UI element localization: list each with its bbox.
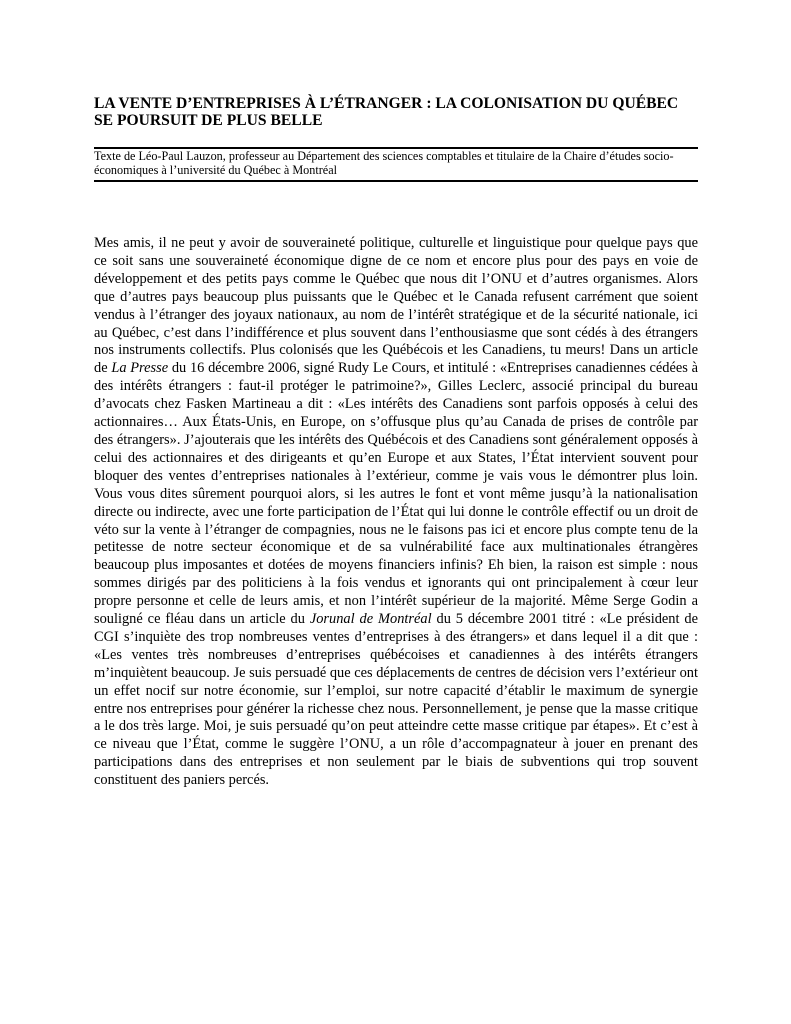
body-segment-2: du 16 décembre 2006, signé Rudy Le Cours, et intitulé : «Entreprises canadiennes cédées à des intérêts étrangers : faut-il protéger le patrimoine?», Gilles Leclerc, associé principal du bureau d’avocats chez Fasken Martineau a dit : «Les intérêts des Canadiens sont parfois opposés à celui des actionnaires… Aux États-Unis, en Europe, on s’offusque plus qu’au Canada de prises de contrôle par des étrangers». J’ajouterais que les intérêts des Québécois et des Canadiens sont généralement opposés à celui des actionnaires et des dirigeants et qu’en Europe et aux States, l’État intervient souvent pour bloquer des ventes d’entreprises nationales à l’extérieur, comme je vais vous le démontrer plus loin. Vous vous dites sûrement pourquoi alors, si les autres le font et vont même jusqu’à la nationalisation directe ou indirecte, avec une forte participation de l’État qui lui donne le contrôle effectif ou un droit de véto sur la vente à l’étranger de compagnies, nous ne le faisons pas ici et encore plus compte tenu de la petitesse de notre secteur économique et de sa vulnérabilité face aux multinationales étrangères beaucoup plus imposantes et dotées de moyens financiers infinis? Eh bien, la raison est simple : nous sommes dirigés par des politiciens à la fois vendus et ignorants qui ont principalement à cœur leur propre personne et celle de leurs amis, et non l’intérêt supérieur de la majorité. Même Serge Godin a souligné ce fléau dans un article du <box>94 360 698 628</box>
italic-source-journal: Jorunal de Montréal <box>309 611 432 628</box>
title-line-2: SE POURSUIT DE PLUS BELLE <box>94 112 323 129</box>
title-line-1: LA VENTE D’ENTREPRISES À L’ÉTRANGER : LA COLONISATION DU QUÉBEC <box>94 95 679 112</box>
author-byline: Texte de Léo-Paul Lauzon, professeur au Département des sciences comptables et titulaire de la Chaire d’études socio-économiques à l’université du Québec à Montréal <box>94 149 674 177</box>
byline-bottom-rule <box>94 180 698 182</box>
body-segment-1: Mes amis, il ne peut y avoir de souveraineté politique, culturelle et linguistique pour quelque pays que ce soit sans une souveraineté économique digne de ce nom et encore plus pour des pays en voie de développement et des petits pays comme le Québec que nous dit l’ONU et d’autres organismes. Alors que d’autres pays beaucoup plus puissants que le Québec et le Canada refusent carrément que soient vendus à l’étranger des joyaux nationaux, au nom de l’intérêt stratégique et de la sécurité nationale, ici au Québec, c’est dans l’indifférence et plus souvent dans l’enthousiasme que sont cédés à des étrangers nos instruments collectifs. Plus colonisés que les Québécois et les Canadiens, tu meurs! Dans un article de <box>94 235 698 377</box>
italic-source-la-presse: La Presse <box>111 360 169 377</box>
article-body <box>94 235 698 790</box>
body-segment-3: du 5 décembre 2001 titré : «Le président de CGI s’inquiète des trop nombreuses ventes d’entreprises à des étrangers» et dans lequel il a dit que : «Les ventes très nombreuses d’entreprises québécoises et canadiennes à des intérêts étrangers m’inquiètent beaucoup. Je suis persuadé que ces déplacements de centres de décision vers l’extérieur ont un effet nocif sur notre économie, sur l’emploi, sur notre capacité d’établir le maximum de synergie entre nos entreprises pour générer la richesse chez nous. Personnellement, je pense que la masse critique a le dos très large. Moi, je suis persuadé qu’on peut atteindre cette masse critique par étapes». Et c’est à ce niveau que l’État, comme le suggère l’ONU, a un rôle d’accompagnateur à jouer en prenant des participations dans des entreprises et non seulement par le biais de subventions qui trop souvent constituent des paniers percés. <box>94 611 698 789</box>
document-title <box>94 95 704 129</box>
